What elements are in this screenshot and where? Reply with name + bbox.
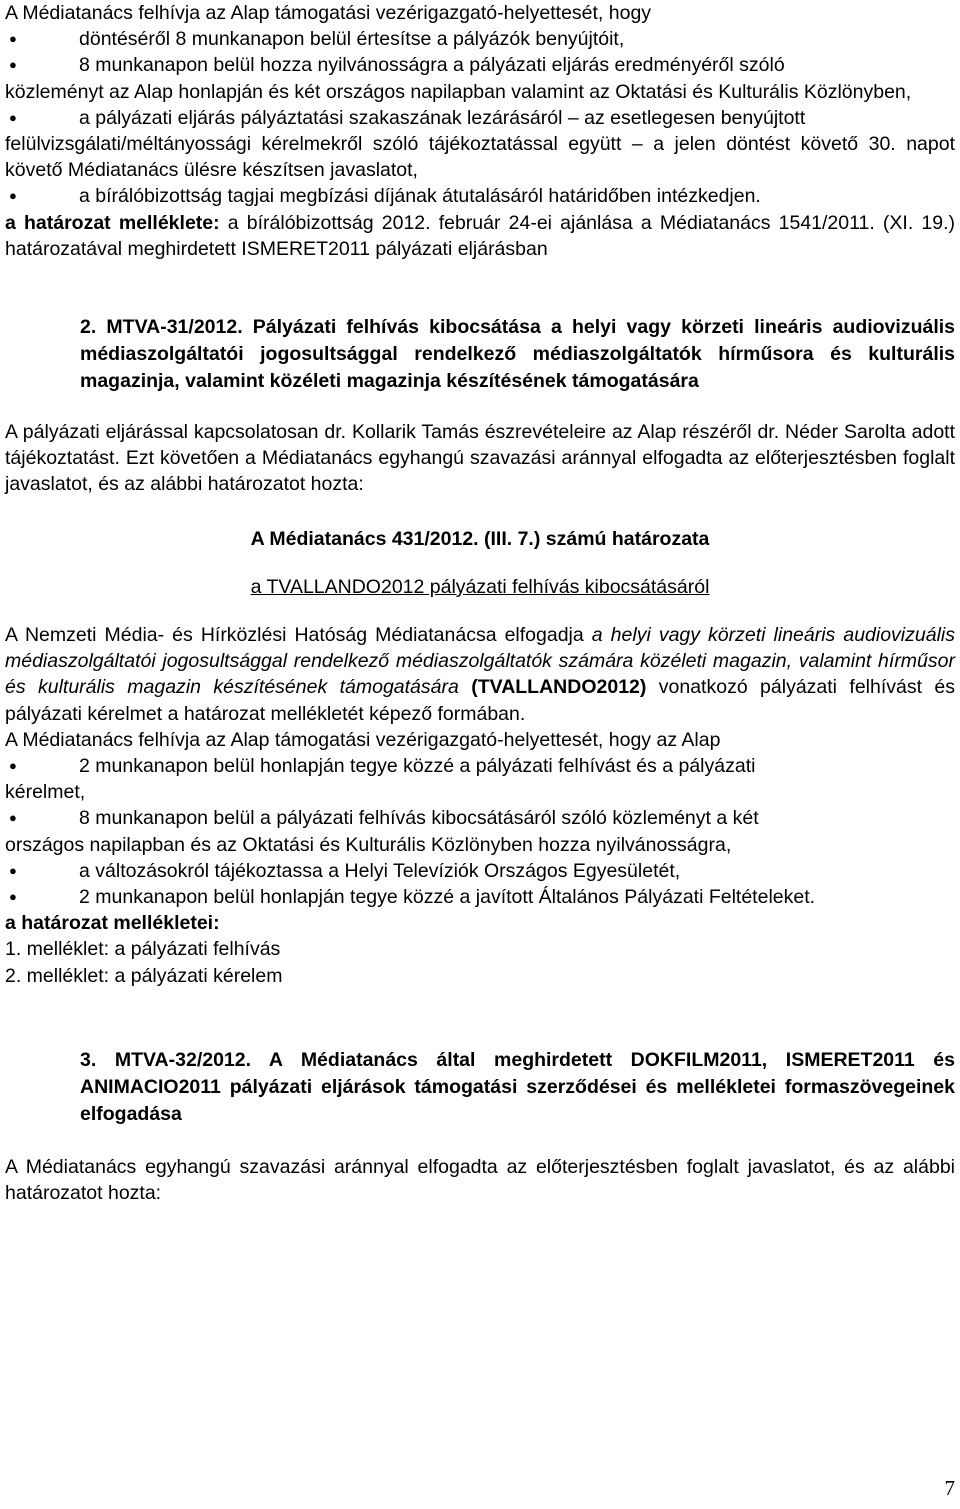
list-item: ● a bírálóbizottság tagjai megbízási díjának átutalásáról határidőben intézkedjen. [5,183,955,209]
section-3-heading: 3. MTVA-32/2012. A Médiatanács által meghirdetett DOKFILM2011, ISMERET2011 és ANIMACIO2011 pályázati eljárások támogatási szerződései és mellékletei formaszövegeinek elfogadása [80,1048,956,1125]
annex-item: 1. melléklet: a pályázati felhívás [5,938,281,961]
decision-subtitle: a TVALLANDO2012 pályázati felhívás kibocsátásáról [250,575,710,598]
call-paragraph: A Médiatanács felhívja az Alap támogatási vezérigazgató-helyettesét, hogy az Alap [5,728,721,751]
annex-item: 2. melléklet: a pályázati kérelem [5,964,283,987]
list-item: ● döntéséről 8 munkanapon belül értesítse a pályázók benyújtóit, [5,26,955,52]
bullet-icon: ● [9,810,17,826]
annexes-label: a határozat mellékletei: [5,912,220,935]
page-number: 7 [944,1476,955,1500]
annex-label: a határozat melléklete: [5,211,220,234]
list-item: ● a változásokról tájékoztassa a Helyi Televíziók Országos Egyesületét, [5,858,955,884]
list-item: ● a pályázati eljárás pályáztatási szakaszának lezárásáról – az esetlegesen benyújtott felülvizsgálati/méltányossági kérelmekről szóló tájékoztatással együtt – a jelen döntést követő 30. napot követő Médiatanács ülésre készítsen javaslatot, [5,106,955,182]
intro-paragraph: A Médiatanács felhívja az Alap támogatási vezérigazgató-helyettesét, hogy [5,2,652,24]
document-page [5,0,955,1206]
bullet-icon: ● [9,57,17,73]
bullet-icon: ● [9,188,17,204]
bullet-icon: ● [9,862,17,878]
bullet-icon: ● [9,758,17,774]
list-item: ● 8 munkanapon belül hozza nyilvánosságra a pályázati eljárás eredményéről szóló közleményt az Alap honlapján és két országos napilapban valamint az Oktatási és Kulturális Közlönyben, [5,54,912,103]
section-2-paragraph: A pályázati eljárással kapcsolatosan dr. Kollarik Tamás észrevételeire az Alap részéről dr. Néder Sarolta adott tájékoztatást. Ezt követően a Médiatanács egyhangú szavazási aránnyal elfogadta az előterjesztésben foglalt javaslatot, és az alábbi határozatot hozta: [5,421,955,496]
section-2-heading: 2. MTVA-31/2012. Pályázati felhívás kibocsátása a helyi vagy körzeti lineáris audiovizuális médiaszolgáltatói jogosultsággal rendelkező médiaszolgáltatók hírműsora és kulturális magazinja, valamint közéleti magazinja készítésének támogatására [80,316,956,393]
list-item: ● 8 munkanapon belül a pályázati felhívás kibocsátásáról szóló közleményt a két országos napilapban és az Oktatási és Kulturális Közlönyben hozza nyilvánosságra, [5,807,759,856]
annex-paragraph: a határozat melléklete: a bírálóbizottság 2012. február 24-ei ajánlása a Médiatanács 1541/2011. (XI. 19.) határozatával meghirdetett ISMERET2011 pályázati eljárásban [5,211,956,260]
list-item: ● 2 munkanapon belül honlapján tegye közzé a pályázati felhívást és a pályázati kérelmet, [5,755,756,804]
bullet-icon: ● [9,109,17,125]
section-3-paragraph: A Médiatanács egyhangú szavazási aránnyal elfogadta az előterjesztésben foglalt javaslatot, és az alábbi határozatot hozta: [5,1155,955,1205]
bullet-icon: ● [9,889,17,905]
bullet-icon: ● [9,31,17,47]
list-item: ● 2 munkanapon belül honlapján tegye közzé a javított Általános Pályázati Feltételeket. [5,884,955,910]
decision-title: A Médiatanács 431/2012. (III. 7.) számú határozata [250,527,710,550]
decision-body: A Nemzeti Média- és Hírközlési Hatóság Médiatanácsa elfogadja a helyi vagy körzeti lineáris audiovizuális médiaszolgáltatói jogosultsággal rendelkező médiaszolgáltatók számára közéleti magazin, valamint hírműsor és kulturális magazin készítésének támogatására (TVALLANDO2012) vonatkozó pályázati felhívást és pályázati kérelmet a határozat mellékletét képező formában. [5,624,955,725]
